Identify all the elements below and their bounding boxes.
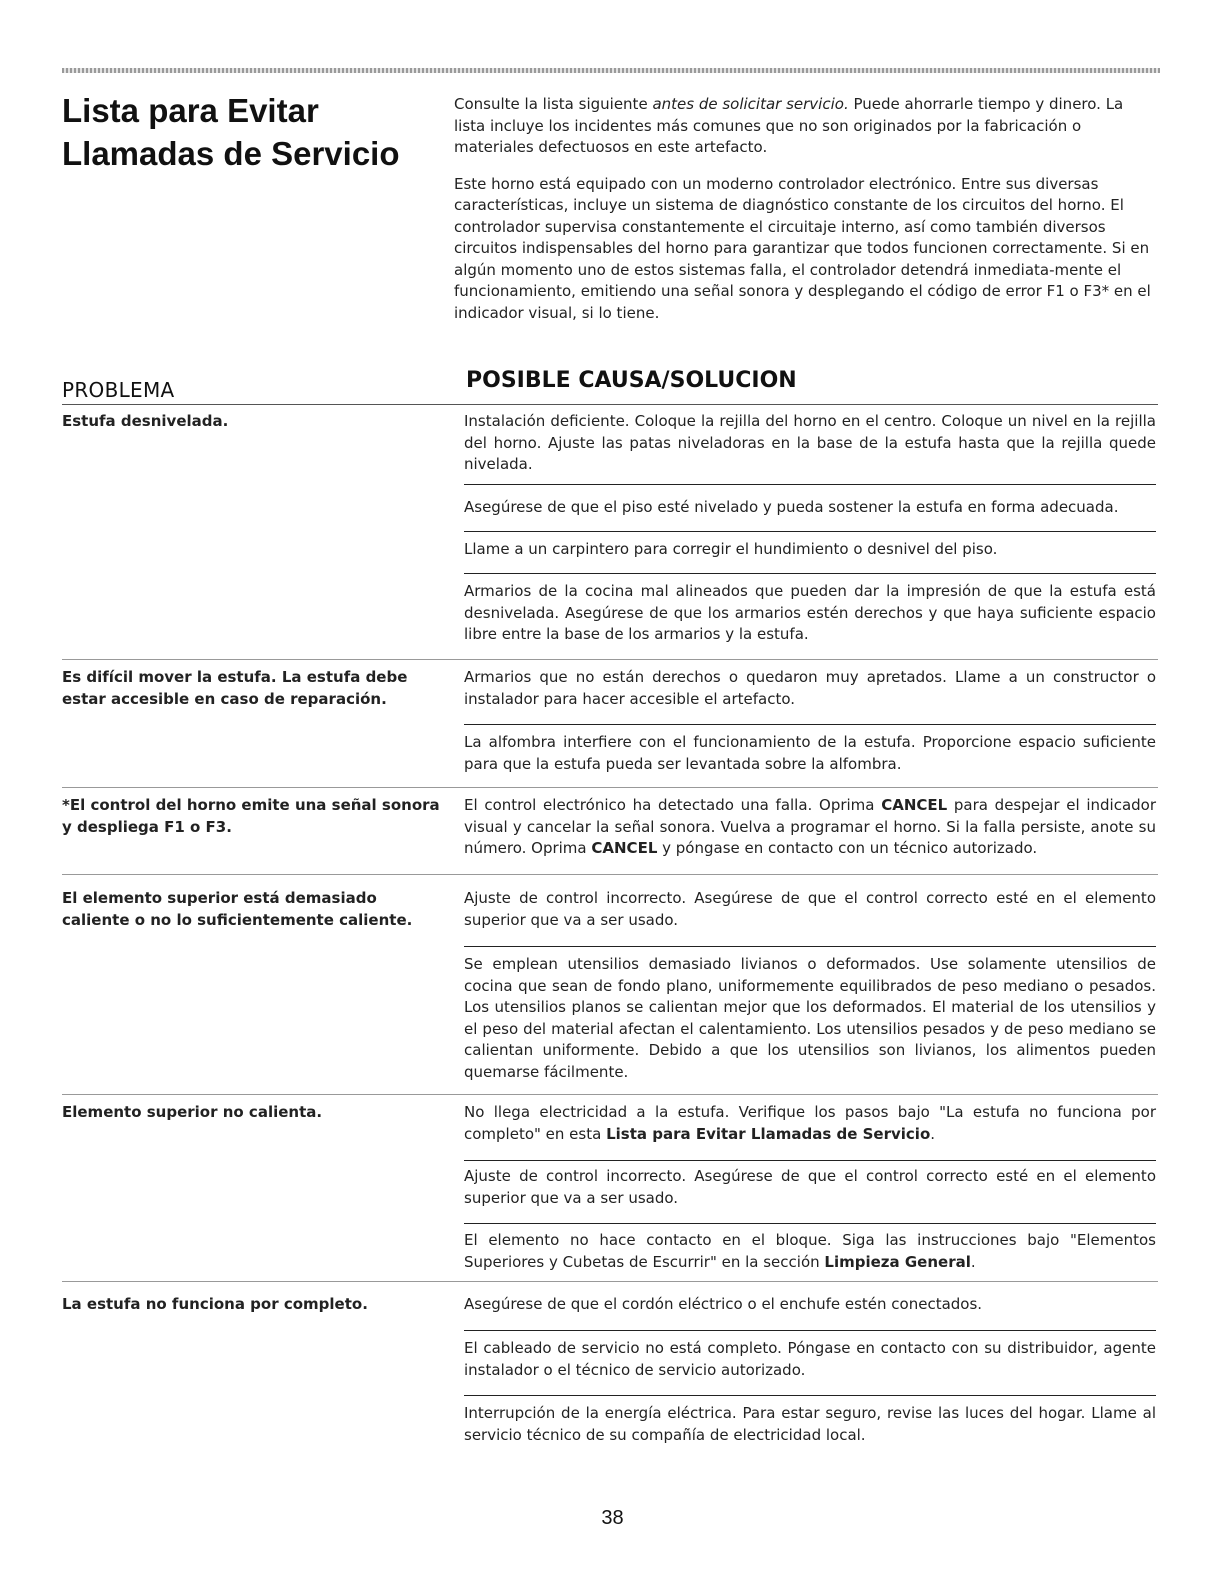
bold-reference: Lista para Evitar Llamadas de Servicio	[606, 1124, 931, 1143]
problem-label: *El control del horno emite una señal sonora y despliega F1 o F3.	[62, 796, 440, 836]
problem-label: La estufa no funciona por completo.	[62, 1295, 368, 1313]
cancel-key-label: CANCEL	[591, 839, 658, 857]
problem-divider	[62, 787, 1158, 788]
cancel-key-label: CANCEL	[881, 796, 948, 814]
solution-text-part: .	[930, 1124, 936, 1143]
solution-text: Armarios de la cocina mal alineados que pueden dar la impresión de que la estufa está desnivelada. Asegúrese de que los armarios estén derechos y que haya suficiente espacio libre entre la base de los armarios y la estufa.	[464, 582, 1156, 643]
bold-reference: Limpieza General	[824, 1252, 971, 1271]
solution-divider	[464, 484, 1156, 485]
solution-text: Llame a un carpintero para corregir el hundimiento o desnivel del piso.	[464, 540, 998, 558]
problem-divider	[62, 1094, 1158, 1095]
solution-text: La alfombra interfiere con el funcionamiento de la estufa. Proporcione espacio suficiente para que la estufa pueda ser levantada sobre la alfombra.	[464, 733, 1156, 773]
intro-emphasis: antes de solicitar servicio.	[652, 95, 849, 113]
problem-label: Elemento superior no calienta.	[62, 1103, 323, 1121]
solution-divider	[464, 946, 1156, 947]
problem-label: Estufa desnivelada.	[62, 412, 229, 430]
solution-divider	[464, 1160, 1156, 1161]
solution-divider	[464, 1330, 1156, 1331]
solution-text: Asegúrese de que el piso esté nivelado y pueda sostener la estufa en forma adecuada.	[464, 498, 1119, 516]
intro-section	[454, 94, 1154, 339]
problem-label: Es difícil mover la estufa. La estufa debe estar accesible en caso de reparación.	[62, 668, 408, 708]
solution-text-part: El elemento no hace contacto en el bloque. Siga las instrucciones bajo "Elementos Superiores y Cubetas de Escurrir" en la sección	[464, 1231, 1156, 1271]
solution-divider	[464, 724, 1156, 725]
solution-divider	[464, 1223, 1156, 1224]
solution-text: El cableado de servicio no está completo. Póngase en contacto con su distribuidor, agente instalador o el técnico de servicio autorizado.	[464, 1339, 1156, 1379]
problem-divider	[62, 874, 1158, 875]
solution-text	[464, 795, 1156, 860]
solution-divider	[464, 531, 1156, 532]
solution-text: Armarios que no están derechos o quedaron muy apretados. Llame a un constructor o instalador para hacer accesible el artefacto.	[464, 668, 1156, 708]
header-divider	[62, 404, 1158, 405]
solution-text-part: .	[970, 1252, 976, 1271]
intro-text: Puede ahorrarle tiempo y dinero. La lista incluye los incidentes más comunes que no son originados por la fabricación o materiales defectuosos en este artefacto.	[454, 95, 1124, 156]
cause-column-header: POSIBLE CAUSA/SOLUCION	[466, 368, 797, 393]
solution-divider	[464, 1395, 1156, 1396]
solution-text-part: No llega electricidad a la estufa. Verifique los pasos bajo "La estufa no funciona por completo" en esta	[464, 1103, 1156, 1143]
problem-label: El elemento superior está demasiado caliente o no lo suficientemente caliente.	[62, 889, 413, 929]
solution-text	[464, 1102, 1156, 1145]
solution-text: Se emplean utensilios demasiado livianos o deformados. Use solamente utensilios de cocina que sean de fondo plano, uniformemente equilibrados de peso mediano o pesados. Los utensilios planos se calientan mejor que los deformados. El material de los utensilios y el peso del material afectan el calentamiento. Los utensilios pesados y de peso mediano se calientan uniformente. Debido a que los utensilios son livianos, los alimentos pueden quemarse fácilmente.	[464, 955, 1156, 1081]
solution-text: Asegúrese de que el cordón eléctrico o el enchufe estén conectados.	[464, 1295, 983, 1313]
problem-divider	[62, 659, 1158, 660]
solution-divider	[464, 573, 1156, 574]
problem-column-header: PROBLEMA	[62, 378, 175, 402]
problem-divider	[62, 1281, 1158, 1282]
solution-text	[464, 1230, 1156, 1273]
solution-text-part: para despejar el indicador visual y cancelar la señal sonora. Vuelva a programar el horno. Si la falla persiste, anote su número. Oprima	[464, 796, 1156, 857]
solution-text: Instalación deficiente. Coloque la rejilla del horno en el centro. Coloque un nivel en la rejilla del horno. Ajuste las patas niveladoras en la base de la estufa hasta que la rejilla quede nivelada.	[464, 412, 1156, 473]
solution-text-part: El control electrónico ha detectado una falla. Oprima	[464, 796, 882, 814]
intro-paragraph-1	[454, 94, 1154, 159]
solution-text-part: y póngase en contacto con un técnico autorizado.	[657, 839, 1038, 857]
page-number: 38	[601, 1507, 624, 1529]
intro-text: Consulte la lista siguiente	[454, 95, 653, 113]
intro-paragraph-2: Este horno está equipado con un moderno controlador electrónico. Entre sus diversas características, incluye un sistema de diagnóstico constante de los circuitos del horno. El controlador supervisa constantemente el circuitaje interno, así como también diversos circuitos indispensables del horno para garantizar que todos funcionen correctamente. Si en algún momento uno de estos sistemas falla, el controlador detendrá inmediata-mente el funcionamiento, emitiendo una señal sonora y desplegando el código de error F1 o F3* en el indicador visual, si lo tiene.	[454, 174, 1151, 322]
page-title: Lista para Evitar Llamadas de Servicio	[62, 92, 400, 172]
solution-text: Ajuste de control incorrecto. Asegúrese de que el control correcto esté en el elemento superior que va a ser usado.	[464, 889, 1156, 929]
solution-text: Interrupción de la energía eléctrica. Para estar seguro, revise las luces del hogar. Llame al servicio técnico de su compañía de electricidad local.	[464, 1404, 1156, 1444]
solution-text: Ajuste de control incorrecto. Asegúrese de que el control correcto esté en el elemento superior que va a ser usado.	[464, 1167, 1156, 1207]
decorative-top-rule	[62, 68, 1160, 73]
